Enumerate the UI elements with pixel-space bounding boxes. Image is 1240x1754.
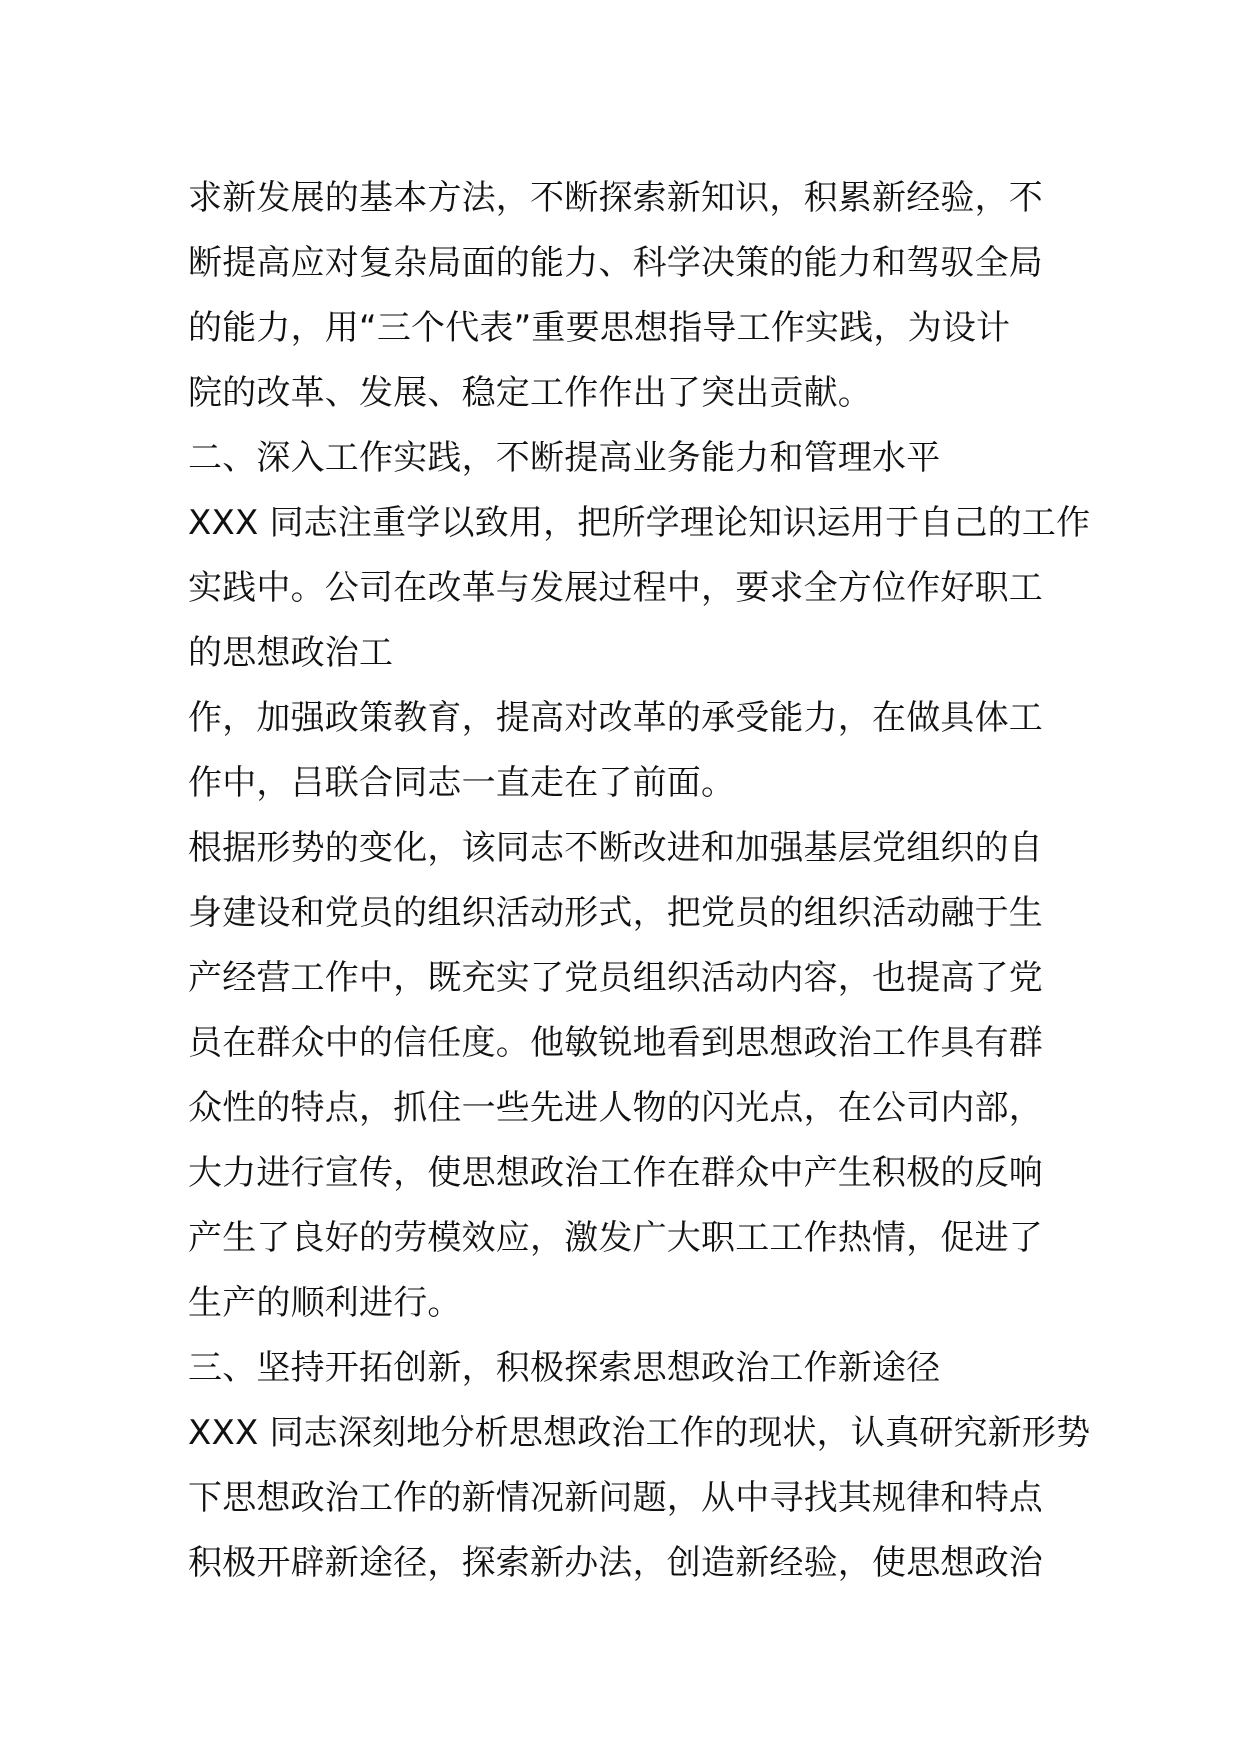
text-line: 大力进行宣传，使思想政治工作在群众中产生积极的反响 — [188, 1153, 1043, 1193]
section-heading-2: 二、深入工作实践，不断提高业务能力和管理水平 — [188, 438, 941, 478]
text-line: 身建设和党员的组织活动形式，把党员的组织活动融于生 — [188, 893, 1043, 933]
text-line: 的思想政治工 — [188, 633, 394, 673]
text-line: 众性的特点，抓住一些先进人物的闪光点，在公司内部， — [188, 1088, 1043, 1128]
text-line: 员在群众中的信任度。他敏锐地看到思想政治工作具有群 — [188, 1023, 1043, 1063]
text-line: XXX 同志注重学以致用，把所学理论知识运用于自己的工作 — [188, 503, 1091, 543]
text-line: 断提高应对复杂局面的能力、科学决策的能力和驾驭全局 — [188, 243, 1043, 283]
text-line: 求新发展的基本方法，不断探索新知识，积累新经验，不 — [188, 178, 1043, 218]
text-line: 作中，吕联合同志一直走在了前面。 — [188, 763, 736, 803]
text-line: 的能力，用“三个代表”重要思想指导工作实践，为设计 — [188, 308, 1011, 348]
text-line: 积极开辟新途径，探索新办法，创造新经验，使思想政治 — [188, 1543, 1043, 1583]
text-line: 作，加强政策教育，提高对改革的承受能力，在做具体工 — [188, 698, 1043, 738]
text-line: 生产的顺利进行。 — [188, 1283, 462, 1323]
document-body — [188, 166, 1091, 1596]
section-heading-3: 三、坚持开拓创新，积极探索思想政治工作新途径 — [188, 1348, 941, 1388]
text-line: 产经营工作中，既充实了党员组织活动内容，也提高了党 — [188, 958, 1043, 998]
text-line: 院的改革、发展、稳定工作作出了突出贡献。 — [188, 373, 872, 413]
text-line: XXX 同志深刻地分析思想政治工作的现状，认真研究新形势 — [188, 1413, 1091, 1453]
text-line: 实践中。公司在改革与发展过程中，要求全方位作好职工 — [188, 568, 1043, 608]
text-line: 产生了良好的劳模效应，激发广大职工工作热情，促进了 — [188, 1218, 1043, 1258]
text-line: 根据形势的变化，该同志不断改进和加强基层党组织的自 — [188, 828, 1043, 868]
text-line: 下思想政治工作的新情况新问题，从中寻找其规律和特点 — [188, 1478, 1043, 1518]
